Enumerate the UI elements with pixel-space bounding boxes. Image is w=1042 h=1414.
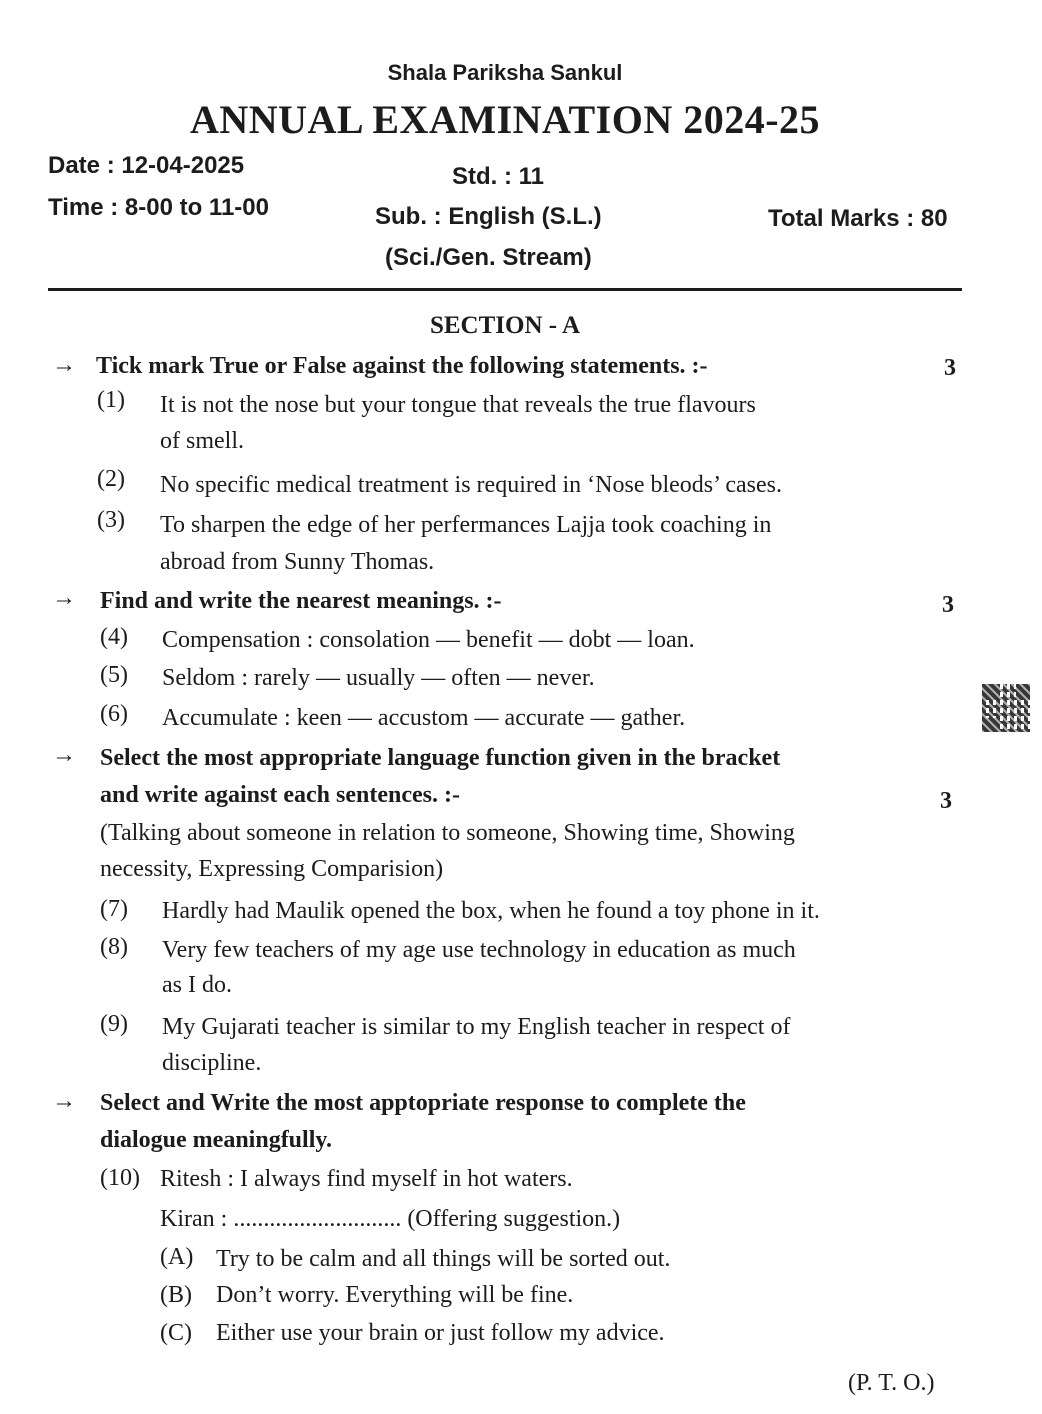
question-text: To sharpen the edge of her perfermances Lajja took coaching in xyxy=(160,512,772,538)
question-number: (6) xyxy=(100,701,128,727)
question-number: (8) xyxy=(100,934,128,960)
exam-date: Date : 12-04-2025 xyxy=(48,152,245,179)
question-number: (3) xyxy=(97,507,125,533)
question-text: No specific medical treatment is required in ‘Nose bleods’ cases. xyxy=(160,472,782,498)
question-text: abroad from Sunny Thomas. xyxy=(160,549,435,575)
institution-name: Shala Pariksha Sankul xyxy=(387,60,623,85)
question-text: Hardly had Maulik opened the box, when he found a toy phone in it. xyxy=(162,898,820,924)
marks-group-2: 3 xyxy=(942,592,954,618)
dialogue-line: Ritesh : I always find myself in hot waters. xyxy=(160,1166,573,1192)
instruction-language-function: Select the most appropriate language function given in the bracket xyxy=(100,745,781,771)
question-text: Compensation : consolation — benefit — dobt — loan. xyxy=(162,627,695,653)
question-text: Accumulate : keen — accustom — accurate — gather. xyxy=(162,705,686,731)
instruction-dialogue-cont: dialogue meaningfully. xyxy=(100,1127,333,1153)
question-number: (4) xyxy=(100,624,128,650)
option-label: (A) xyxy=(160,1244,194,1270)
option-label: (B) xyxy=(160,1282,192,1308)
question-number: (5) xyxy=(100,662,128,688)
exam-stream: (Sci./Gen. Stream) xyxy=(385,244,592,271)
pto-marker: (P. T. O.) xyxy=(848,1370,935,1396)
exam-std: Std. : 11 xyxy=(452,163,545,190)
option-text: Don’t worry. Everything will be fine. xyxy=(216,1282,574,1308)
language-function-options-cont: necessity, Expressing Comparision) xyxy=(100,856,444,882)
marks-group-1: 3 xyxy=(944,355,956,381)
option-text: Either use your brain or just follow my advice. xyxy=(216,1320,665,1346)
arrow-icon: → xyxy=(52,1088,76,1114)
question-number: (9) xyxy=(100,1011,128,1037)
exam-time: Time : 8-00 to 11-00 xyxy=(48,194,269,221)
instruction-language-function-cont: and write against each sentences. :- xyxy=(100,782,460,808)
option-label: (C) xyxy=(160,1320,192,1346)
question-number: (10) xyxy=(100,1165,140,1191)
instruction-true-false: Tick mark True or False against the following statements. :- xyxy=(96,353,708,379)
language-function-options: (Talking about someone in relation to someone, Showing time, Showing xyxy=(100,820,795,846)
arrow-icon: → xyxy=(52,742,76,768)
option-text: Try to be calm and all things will be sorted out. xyxy=(216,1246,671,1272)
question-text: of smell. xyxy=(160,428,244,454)
question-text: discipline. xyxy=(162,1050,262,1076)
question-number: (2) xyxy=(97,466,125,492)
question-text: Seldom : rarely — usually — often — never. xyxy=(162,665,595,691)
qr-code xyxy=(982,684,1030,732)
section-title: SECTION - A xyxy=(429,312,581,339)
question-text: My Gujarati teacher is similar to my English teacher in respect of xyxy=(162,1014,791,1040)
header-divider xyxy=(48,288,962,291)
arrow-icon: → xyxy=(52,352,76,378)
exam-title: ANNUAL EXAMINATION 2024-25 xyxy=(189,97,821,142)
exam-subject: Sub. : English (S.L.) xyxy=(375,203,602,230)
instruction-meanings: Find and write the nearest meanings. :- xyxy=(100,588,502,614)
arrow-icon: → xyxy=(52,585,76,611)
question-text: as I do. xyxy=(162,972,232,998)
question-text: It is not the nose but your tongue that reveals the true flavours xyxy=(160,392,756,418)
question-number: (7) xyxy=(100,896,128,922)
dialogue-line: Kiran : ............................ (Offering suggestion.) xyxy=(160,1206,621,1232)
question-text: Very few teachers of my age use technology in education as much xyxy=(162,937,796,963)
total-marks: Total Marks : 80 xyxy=(768,205,948,232)
marks-group-3: 3 xyxy=(940,788,952,814)
question-number: (1) xyxy=(97,387,125,413)
instruction-dialogue: Select and Write the most apptopriate response to complete the xyxy=(100,1090,746,1116)
